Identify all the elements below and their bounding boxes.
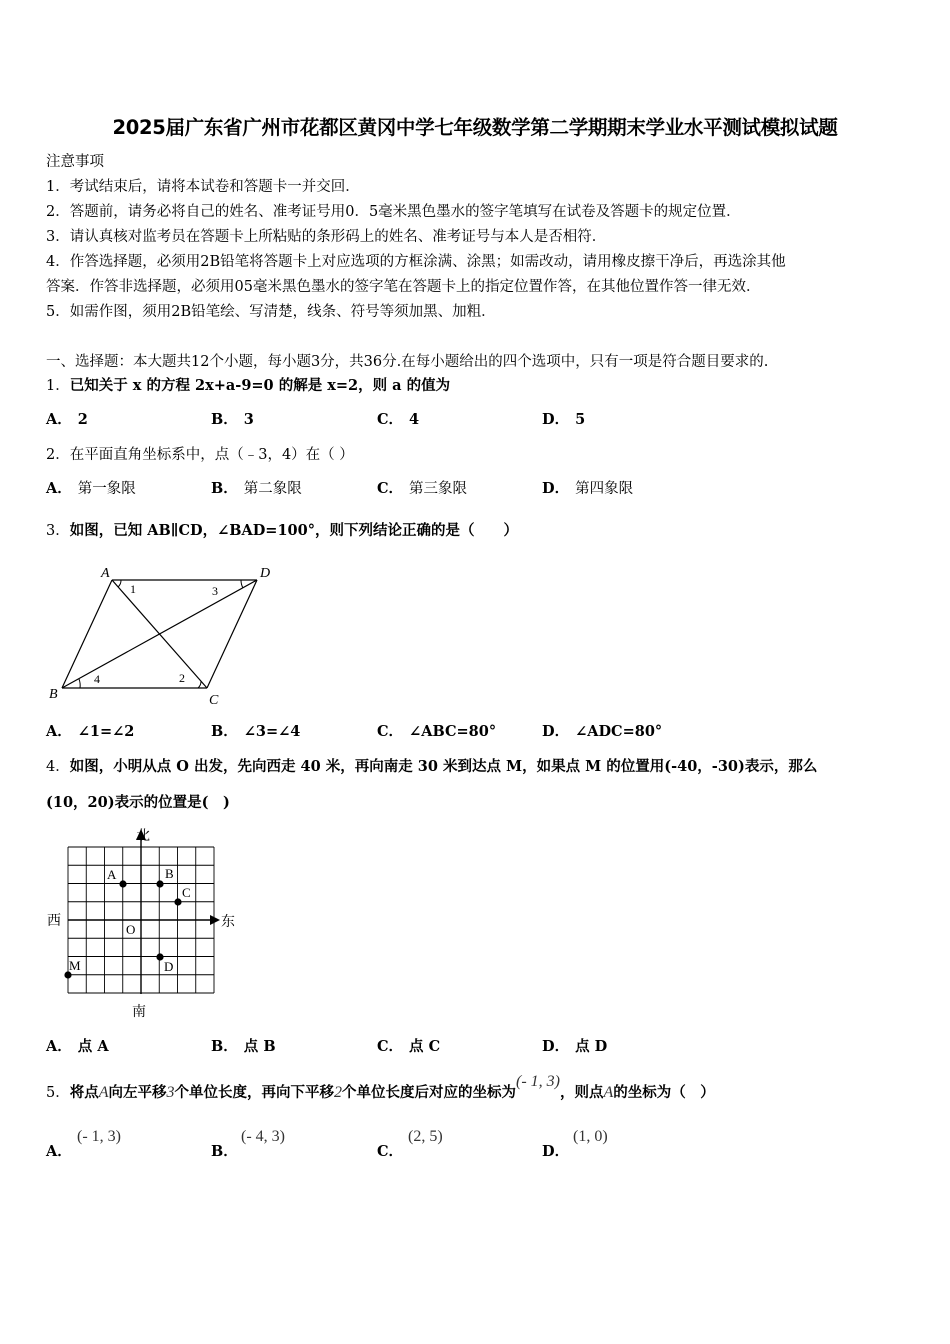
q5-part6: 的坐标为（ ） bbox=[613, 1084, 715, 1101]
q5-part3: 个单位长度，再向下平移 bbox=[174, 1084, 335, 1101]
option-text: ∠3=∠4 bbox=[243, 723, 301, 740]
question-3 bbox=[46, 521, 518, 541]
q5-n2: 2 bbox=[334, 1084, 343, 1101]
q2-option-a[interactable] bbox=[46, 479, 136, 499]
vertex-a: A bbox=[101, 566, 110, 581]
origin-label: O bbox=[126, 922, 136, 937]
option-label: C． bbox=[377, 411, 404, 428]
angle-2-arc bbox=[198, 681, 201, 688]
q5-part5: ，则点 bbox=[560, 1084, 604, 1101]
notice-item-4: 4．作答选择题，必须用2B铅笔将答题卡上对应选项的方框涂满、涂黑；如需改动，请用橡皮擦干净后，再选涂其他 bbox=[46, 254, 786, 270]
option-text: 5 bbox=[575, 411, 586, 428]
option-text: 点 D bbox=[575, 1038, 608, 1055]
notice-item-4-cont: 答案．作答非选择题，必须用05毫米黑色墨水的签字笔在答题卡上的指定位置作答，在其他位置作答一律无效． bbox=[46, 279, 761, 295]
south-label: 南 bbox=[132, 1005, 146, 1020]
q4-option-d[interactable] bbox=[542, 1037, 607, 1057]
option-label: D． bbox=[542, 411, 570, 428]
east-label: 东 bbox=[221, 915, 235, 930]
angle-1-arc bbox=[118, 580, 121, 587]
angle-1-label: 1 bbox=[130, 582, 136, 596]
q5-var-a: A bbox=[98, 1084, 109, 1101]
q3-option-c[interactable] bbox=[377, 722, 496, 742]
q4-option-b[interactable] bbox=[211, 1037, 276, 1057]
q5-var-a-2: A bbox=[603, 1084, 614, 1101]
q1-number: 1． bbox=[46, 378, 70, 394]
option-label: C． bbox=[377, 480, 404, 497]
option-text: 第三象限 bbox=[409, 481, 468, 497]
option-text: ∠ADC=80° bbox=[575, 723, 663, 740]
q5-option-a-coord: (- 1, 3) bbox=[77, 1128, 121, 1145]
q5-result-coord: (- 1, 3) bbox=[516, 1073, 560, 1090]
angle-3-label: 3 bbox=[212, 584, 218, 598]
option-text: 4 bbox=[409, 411, 420, 428]
option-text: 3 bbox=[243, 411, 254, 428]
option-text: 第二象限 bbox=[243, 481, 302, 497]
q5-option-a[interactable] bbox=[46, 1142, 78, 1162]
east-arrow bbox=[210, 915, 220, 925]
option-label: A． bbox=[46, 723, 72, 740]
q2-option-c[interactable] bbox=[377, 479, 467, 499]
diagonal-bd bbox=[62, 580, 257, 688]
q5-option-c[interactable] bbox=[377, 1142, 409, 1162]
parallelogram-figure bbox=[44, 558, 284, 710]
option-text: 点 A bbox=[77, 1038, 109, 1055]
q1-option-b[interactable] bbox=[211, 410, 254, 430]
point-c bbox=[174, 898, 181, 905]
vertex-b: B bbox=[49, 687, 58, 702]
q5-option-d[interactable] bbox=[542, 1142, 575, 1162]
point-b bbox=[156, 880, 163, 887]
q5-option-c-coord: (2, 5) bbox=[408, 1128, 443, 1145]
question-1 bbox=[46, 376, 450, 396]
q3-option-a[interactable] bbox=[46, 722, 134, 742]
notice-item-2: 2．答题前，请务必将自己的姓名、准考证号用0．5毫米黑色墨水的签字笔填写在试卷及答题卡的规定位置． bbox=[46, 204, 741, 220]
question-2 bbox=[46, 445, 354, 465]
q4-option-c[interactable] bbox=[377, 1037, 440, 1057]
option-label: D． bbox=[542, 1143, 570, 1160]
option-text: 2 bbox=[77, 411, 88, 428]
point-b-label: B bbox=[165, 866, 174, 881]
q4-number: 4． bbox=[46, 759, 70, 775]
option-label: B． bbox=[211, 1038, 238, 1055]
side-ab bbox=[62, 580, 112, 688]
point-a bbox=[119, 880, 126, 887]
option-text: 点 B bbox=[243, 1038, 276, 1055]
q1-option-a[interactable] bbox=[46, 410, 88, 430]
option-text: ∠ABC=80° bbox=[409, 723, 497, 740]
q2-option-d[interactable] bbox=[542, 479, 633, 499]
angle-4-arc bbox=[79, 679, 80, 688]
angle-3-arc bbox=[241, 580, 243, 588]
notice-item-5: 5．如需作图，须用2B铅笔绘、写清楚，线条、符号等须加黑、加粗． bbox=[46, 304, 496, 320]
option-label: C． bbox=[377, 1143, 404, 1160]
q2-option-b[interactable] bbox=[211, 479, 302, 499]
question-5 bbox=[46, 1073, 715, 1103]
q1-option-c[interactable] bbox=[377, 410, 419, 430]
option-text: 第一象限 bbox=[77, 481, 136, 497]
notice-item-3: 3．请认真核对监考员在答题卡上所粘贴的条形码上的姓名、准考证号与本人是否相符． bbox=[46, 229, 607, 245]
option-label: A． bbox=[46, 480, 72, 497]
vertex-c: C bbox=[209, 693, 219, 708]
option-label: C． bbox=[377, 723, 404, 740]
angle-4-label: 4 bbox=[94, 672, 100, 686]
option-label: B． bbox=[211, 411, 238, 428]
west-label: 西 bbox=[47, 914, 61, 929]
compass-grid-figure bbox=[44, 826, 244, 1022]
option-label: A． bbox=[46, 1038, 72, 1055]
q4-text-line1: 如图，小明从点 O 出发，先向西走 40 米，再向南走 30 米到达点 M，如果点 M 的位置用(-40，-30)表示，那么 bbox=[69, 758, 818, 775]
q2-text: 在平面直角坐标系中，点（﹣3，4）在（ ） bbox=[69, 447, 354, 463]
section-heading: 一、选择题：本大题共12个小题，每小题3分，共36分.在每小题给出的四个选项中，只有一项是符合题目要求的. bbox=[46, 354, 769, 370]
q4-option-a[interactable] bbox=[46, 1037, 109, 1057]
q5-option-b[interactable] bbox=[211, 1142, 244, 1162]
option-text: ∠1=∠2 bbox=[77, 723, 135, 740]
option-label: D． bbox=[542, 1038, 570, 1055]
option-label: B． bbox=[211, 723, 238, 740]
notice-heading: 注意事项 bbox=[46, 154, 104, 170]
q1-option-d[interactable] bbox=[542, 410, 585, 430]
point-c-label: C bbox=[182, 885, 191, 900]
q5-part4: 个单位长度后对应的坐标为 bbox=[342, 1084, 517, 1101]
q5-number: 5． bbox=[46, 1085, 70, 1101]
q5-option-b-coord: (- 4, 3) bbox=[241, 1128, 285, 1145]
exam-title: 2025届广东省广州市花都区黄冈中学七年级数学第二学期期末学业水平测试模拟试题 bbox=[112, 116, 838, 139]
option-text: 第四象限 bbox=[575, 481, 634, 497]
q4-text-line2: (10，20)表示的位置是( ) bbox=[46, 794, 230, 811]
north-label: 北 bbox=[136, 829, 150, 844]
option-label: C． bbox=[377, 1038, 404, 1055]
q5-n3: 3 bbox=[166, 1084, 175, 1101]
option-label: A． bbox=[46, 1143, 72, 1160]
point-d bbox=[156, 953, 163, 960]
option-label: A． bbox=[46, 411, 72, 428]
q3-option-b[interactable] bbox=[211, 722, 300, 742]
vertex-d: D bbox=[260, 566, 271, 581]
notice-item-1: 1．考试结束后，请将本试卷和答题卡一并交回． bbox=[46, 179, 360, 195]
q5-part1: 将点 bbox=[69, 1084, 99, 1101]
q3-text: 如图，已知 AB∥CD，∠BAD=100°，则下列结论正确的是（ ） bbox=[69, 522, 518, 539]
option-label: D． bbox=[542, 480, 570, 497]
q3-number: 3． bbox=[46, 523, 70, 539]
option-label: B． bbox=[211, 1143, 238, 1160]
option-label: B． bbox=[211, 480, 238, 497]
point-d-label: D bbox=[164, 959, 174, 974]
q1-text: 已知关于 x 的方程 2x+a-9=0 的解是 x=2，则 a 的值为 bbox=[69, 377, 451, 394]
question-4 bbox=[46, 757, 817, 777]
q3-option-d[interactable] bbox=[542, 722, 662, 742]
q2-number: 2． bbox=[46, 447, 70, 463]
angle-2-label: 2 bbox=[179, 671, 185, 685]
option-label: D． bbox=[542, 723, 570, 740]
q5-option-d-coord: (1, 0) bbox=[573, 1128, 608, 1145]
point-a-label: A bbox=[107, 867, 117, 882]
option-text: 点 C bbox=[409, 1038, 441, 1055]
q5-part2: 向左平移 bbox=[108, 1084, 167, 1101]
point-m-label: M bbox=[69, 958, 81, 973]
